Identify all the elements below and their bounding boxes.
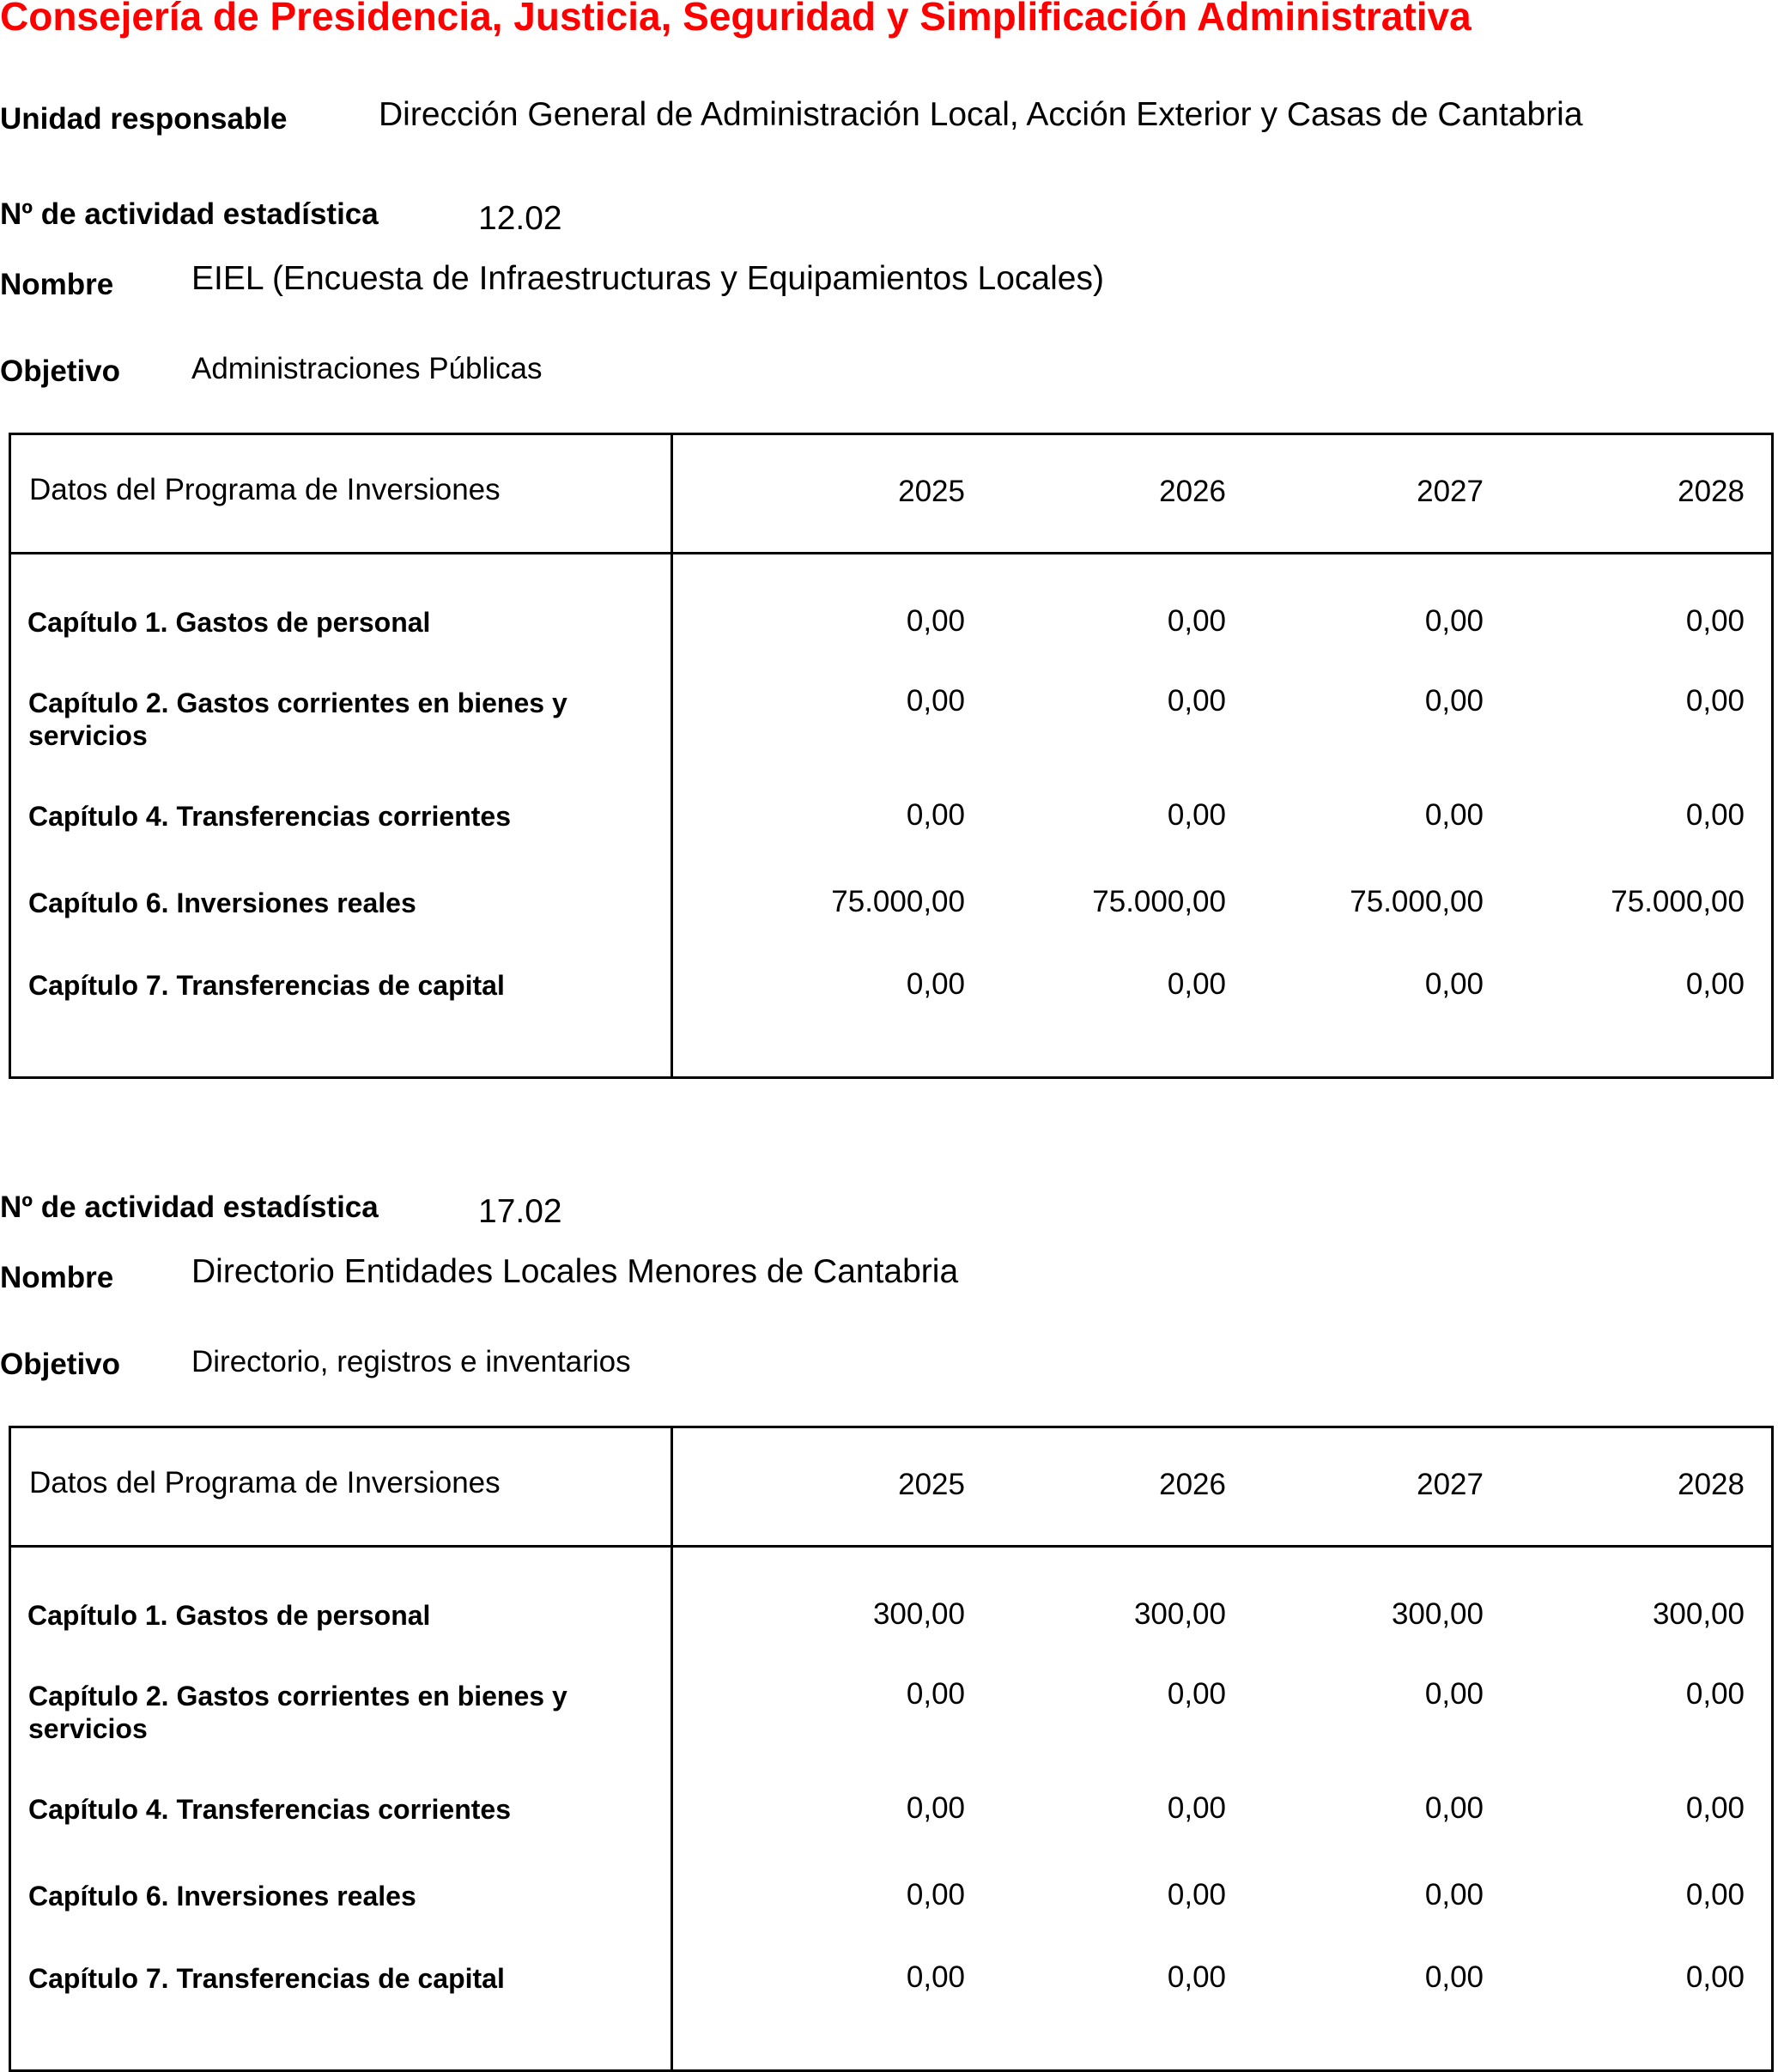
cell-value: 0,00 bbox=[1167, 1960, 1226, 1994]
year-header: 2025 bbox=[898, 1468, 965, 1501]
cell-value: 300,00 bbox=[872, 1597, 965, 1631]
table-header-label: Datos del Programa de Inversiones bbox=[29, 1466, 501, 1499]
cell-value: 0,00 bbox=[1424, 1878, 1484, 1911]
year-header: 2026 bbox=[1159, 1468, 1226, 1501]
cell-value: 0,00 bbox=[1424, 1960, 1484, 1994]
cell-value: 300,00 bbox=[1652, 1597, 1745, 1631]
row-label: Capítulo 2. Gastos corrientes en bienes y servicios bbox=[28, 688, 567, 751]
year-header: 2027 bbox=[1417, 475, 1484, 508]
actividad-label: Nº de actividad estadística bbox=[0, 1190, 379, 1224]
cell-value: 0,00 bbox=[906, 1791, 965, 1825]
unidad-value: Dirección General de Administración Local, Acción Exterior y Casas de Cantabria bbox=[379, 96, 1583, 133]
cell-value: 0,00 bbox=[1685, 967, 1745, 1001]
cell-value: 0,00 bbox=[1424, 684, 1484, 718]
objetivo-value: Administraciones Públicas bbox=[191, 352, 543, 385]
cell-value: 0,00 bbox=[1167, 1677, 1226, 1711]
investment-table bbox=[9, 433, 1774, 1079]
investment-table bbox=[9, 1426, 1774, 2072]
year-header: 2026 bbox=[1159, 475, 1226, 508]
row-label: Capítulo 4. Transferencias corrientes bbox=[28, 801, 511, 832]
cell-value: 75.000,00 bbox=[1611, 885, 1745, 918]
row-label: Capítulo 2. Gastos corrientes en bienes y servicios bbox=[28, 1681, 567, 1744]
cell-value: 0,00 bbox=[1424, 1791, 1484, 1825]
cell-value: 0,00 bbox=[1685, 1960, 1745, 1994]
cell-value: 0,00 bbox=[1685, 604, 1745, 638]
year-header: 2027 bbox=[1417, 1468, 1484, 1501]
nombre-value: Directorio Entidades Locales Menores de Cantabria bbox=[191, 1253, 959, 1290]
nombre-label: Nombre bbox=[0, 1261, 114, 1294]
row-label: Capítulo 7. Transferencias de capital bbox=[28, 970, 505, 1001]
cell-value: 0,00 bbox=[906, 1677, 965, 1711]
cell-value: 0,00 bbox=[1167, 1791, 1226, 1825]
cell-value: 75.000,00 bbox=[831, 885, 965, 918]
cell-value: 300,00 bbox=[1133, 1597, 1226, 1631]
cell-value: 0,00 bbox=[1424, 1677, 1484, 1711]
year-header: 2028 bbox=[1678, 1468, 1745, 1501]
year-header: 2028 bbox=[1678, 475, 1745, 508]
cell-value: 0,00 bbox=[1685, 1791, 1745, 1825]
page-title: Consejería de Presidencia, Justicia, Seguridad y Simplificación Administrativa bbox=[0, 0, 1472, 39]
objetivo-value: Directorio, registros e inventarios bbox=[191, 1345, 631, 1378]
cell-value: 0,00 bbox=[906, 604, 965, 638]
cell-value: 0,00 bbox=[1424, 604, 1484, 638]
row-label: Capítulo 4. Transferencias corrientes bbox=[28, 1794, 511, 1825]
cell-value: 0,00 bbox=[1167, 604, 1226, 638]
cell-value: 75.000,00 bbox=[1350, 885, 1484, 918]
row-label: Capítulo 1. Gastos de personal bbox=[27, 607, 431, 638]
cell-value: 0,00 bbox=[1685, 684, 1745, 718]
cell-value: 0,00 bbox=[906, 684, 965, 718]
cell-value: 0,00 bbox=[906, 1960, 965, 1994]
cell-value: 0,00 bbox=[1167, 684, 1226, 718]
cell-value: 75.000,00 bbox=[1092, 885, 1226, 918]
cell-value: 0,00 bbox=[1424, 967, 1484, 1001]
cell-value: 0,00 bbox=[1685, 1677, 1745, 1711]
cell-value: 0,00 bbox=[1167, 798, 1226, 832]
objetivo-label: Objetivo bbox=[0, 1348, 121, 1381]
cell-value: 0,00 bbox=[1424, 798, 1484, 832]
cell-value: 0,00 bbox=[906, 798, 965, 832]
cell-value: 0,00 bbox=[1167, 1878, 1226, 1911]
cell-value: 0,00 bbox=[1685, 798, 1745, 832]
objetivo-label: Objetivo bbox=[0, 354, 121, 388]
cell-value: 0,00 bbox=[906, 1878, 965, 1911]
actividad-label: Nº de actividad estadística bbox=[0, 197, 379, 231]
nombre-value: EIEL (Encuesta de Infraestructuras y Equipamientos Locales) bbox=[191, 260, 1104, 297]
row-label: Capítulo 6. Inversiones reales bbox=[28, 888, 416, 918]
nombre-label: Nombre bbox=[0, 268, 114, 301]
row-label: Capítulo 1. Gastos de personal bbox=[27, 1600, 431, 1631]
table-header-label: Datos del Programa de Inversiones bbox=[29, 473, 501, 506]
row-label: Capítulo 7. Transferencias de capital bbox=[28, 1963, 505, 1994]
unidad-label: Unidad responsable bbox=[0, 102, 288, 136]
actividad-number: 17.02 bbox=[478, 1193, 562, 1230]
cell-value: 0,00 bbox=[1685, 1878, 1745, 1911]
actividad-number: 12.02 bbox=[478, 200, 562, 237]
year-header: 2025 bbox=[898, 475, 965, 508]
cell-value: 0,00 bbox=[906, 967, 965, 1001]
row-label: Capítulo 6. Inversiones reales bbox=[28, 1881, 416, 1911]
cell-value: 0,00 bbox=[1167, 967, 1226, 1001]
cell-value: 300,00 bbox=[1391, 1597, 1484, 1631]
